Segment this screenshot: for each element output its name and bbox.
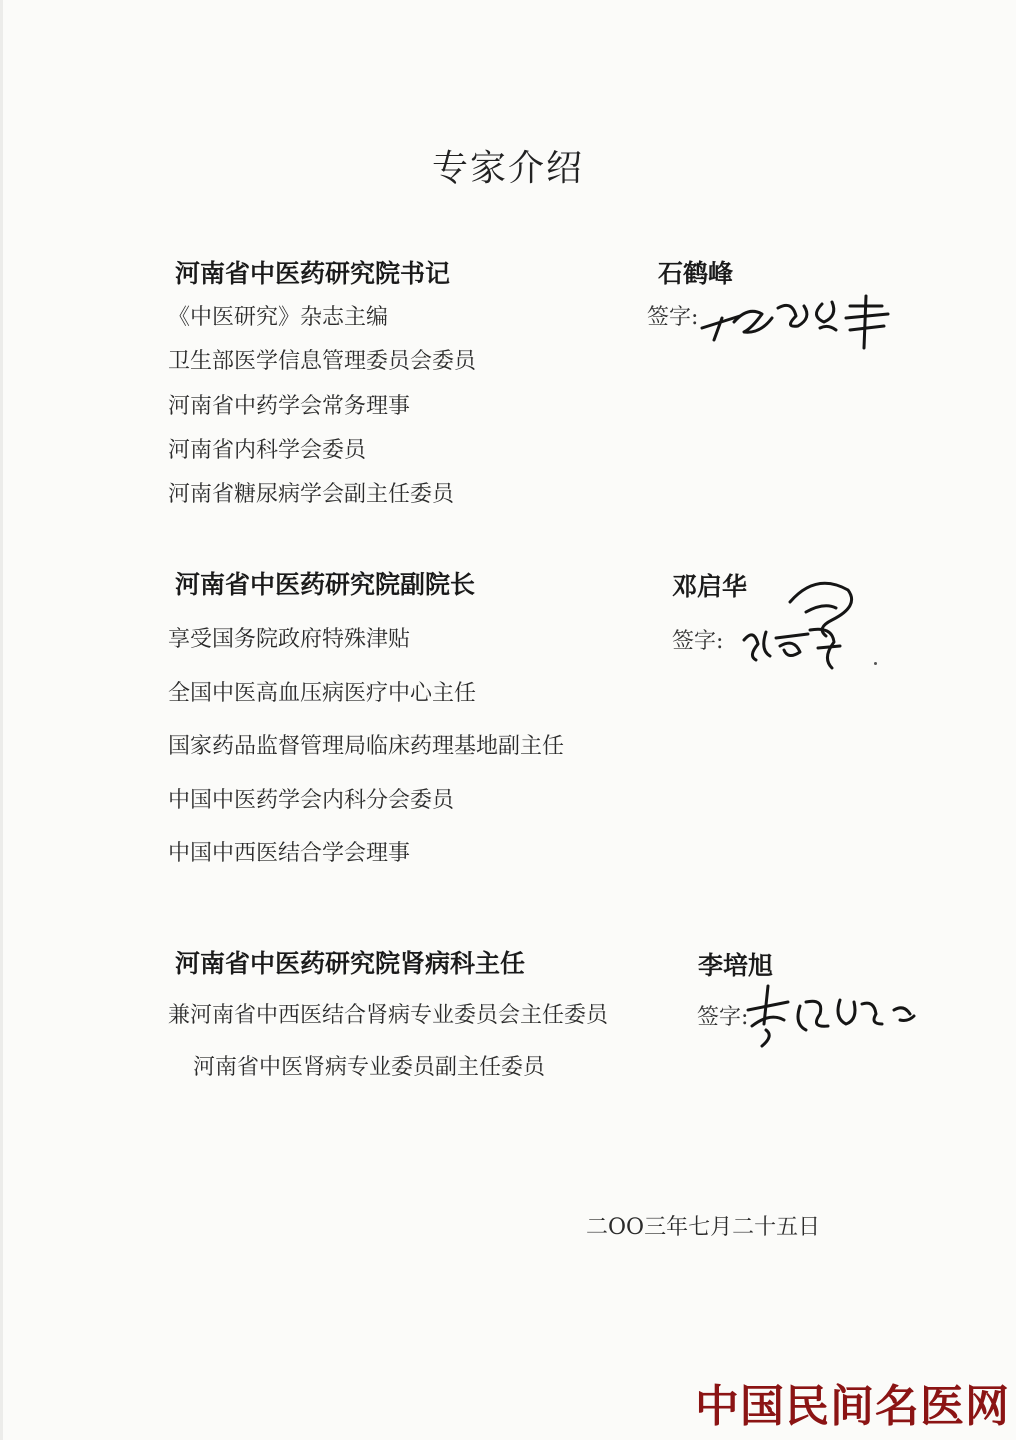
document-date: 二OO三年七月二十五日 — [586, 1215, 821, 1240]
expert-1-role: 河南省糖尿病学会副主任委员 — [168, 482, 455, 507]
expert-1-role: 卫生部医学信息管理委员会委员 — [168, 349, 477, 374]
expert-3-name: 李培旭 — [698, 951, 774, 980]
expert-2-role: 国家药品监督管理局临床药理基地副主任 — [168, 734, 565, 759]
expert-2-name: 邓启华 — [672, 572, 748, 601]
expert-3-signature-label: 签字: — [697, 1005, 749, 1030]
expert-2-signature-label: 签字: — [672, 629, 724, 654]
expert-3-signature — [744, 980, 920, 1050]
expert-3-role: 兼河南省中西医结合肾病专业委员会主任委员 — [168, 1003, 609, 1028]
scan-speck — [874, 662, 877, 665]
site-watermark: 中国民间名医网 — [695, 1381, 1010, 1432]
expert-2-position: 河南省中医药研究院副院长 — [175, 570, 476, 599]
expert-2-role: 全国中医高血压病医疗中心主任 — [168, 681, 477, 706]
expert-1-role: 河南省中药学会常务理事 — [168, 394, 411, 419]
expert-2-role: 享受国务院政府特殊津贴 — [168, 627, 411, 652]
document-title: 专家介绍 — [431, 148, 584, 189]
expert-1-position: 河南省中医药研究院书记 — [175, 259, 451, 288]
expert-2-signature — [736, 572, 866, 680]
expert-1-role: 河南省内科学会委员 — [168, 438, 367, 463]
expert-1-signature-label: 签字: — [647, 305, 699, 330]
expert-1-signature — [700, 288, 900, 354]
expert-1-name: 石鹤峰 — [658, 259, 734, 288]
expert-1-role: 《中医研究》杂志主编 — [168, 305, 389, 330]
expert-3-role: 河南省中医肾病专业委员副主任委员 — [193, 1055, 546, 1080]
expert-2-role: 中国中医药学会内科分会委员 — [168, 788, 455, 813]
expert-3-position: 河南省中医药研究院肾病科主任 — [175, 949, 526, 978]
expert-2-role: 中国中西医结合学会理事 — [168, 841, 411, 866]
